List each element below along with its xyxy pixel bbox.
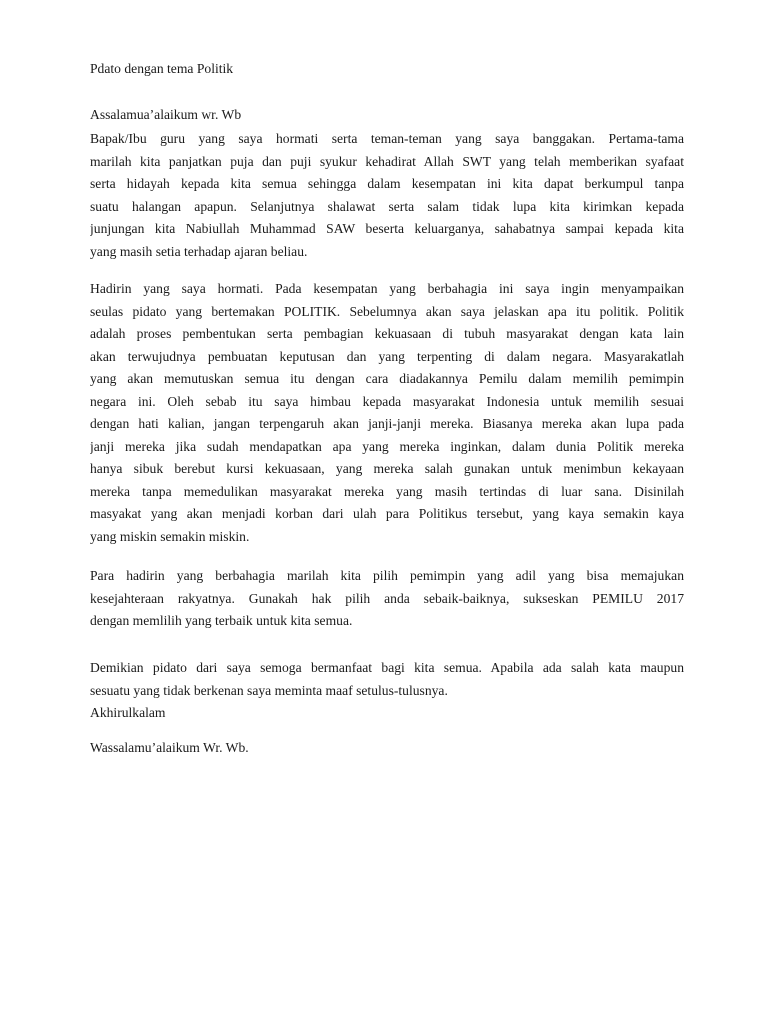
text-line: yang miskin semakin miskin. xyxy=(90,528,250,544)
document-title xyxy=(90,58,684,81)
text-line: sesuatu yang tidak berkenan saya meminta maaf setulus-tulusnya. xyxy=(90,682,448,698)
text-line: Bapak/Ibu guru yang saya hormati serta teman-teman yang saya banggakan. Pertama-tama xyxy=(90,131,684,146)
text-line: yang akan memutuskan semua itu dengan cara diadakannya Pemilu dalam memilih pemimpin xyxy=(90,371,684,386)
greeting xyxy=(90,104,684,127)
paragraph-closing xyxy=(90,657,684,725)
text-line: hanya sibuk berebut kursi kekuasaan, yang mereka salah gunakan untuk menimbun kekayaan xyxy=(90,461,684,476)
text-line: akan terwujudnya pembuatan keputusan dan yang terpenting di dalam negara. Masyarakatlah xyxy=(90,348,684,364)
text-line: kesejahteraan rakyatnya. Gunakah hak pilih anda sebaik-baiknya, sukseskan PEMILU 2017 xyxy=(90,590,684,606)
text-line: junjungan kita Nabiullah Muhammad SAW beserta keluarganya, sahabatnya sampai kepada kita xyxy=(90,221,684,236)
text-line: mereka tanpa memedulikan masyarakat mereka yang masih tertindas di luar sana. Disinilah xyxy=(90,483,684,499)
text-line: yang masih setia terhadap ajaran beliau. xyxy=(90,243,308,259)
text-line: negara ini. Oleh sebab itu saya himbau kepada masyarakat Indonesia untuk memilih sesuai xyxy=(90,393,684,409)
text-line: masyakat yang akan menjadi korban dari ulah para Politikus tersebut, yang kaya semakin kaya xyxy=(90,506,684,521)
paragraph-opening xyxy=(90,128,684,263)
text-line: Demikian pidato dari saya semoga bermanfaat bagi kita semua. Apabila ada salah kata maupun xyxy=(90,660,684,675)
text-line: suatu halangan apapun. Selanjutnya shalawat serta salam tidak lupa kita kirimkan kepada xyxy=(90,198,684,214)
text-line: Hadirin yang saya hormati. Pada kesempatan yang berbahagia ini saya ingin menyampaikan xyxy=(90,281,684,296)
farewell-text: Wassalamu’alaikum Wr. Wb. xyxy=(90,740,249,755)
text-line: janji mereka jika sudah mendapatkan apa yang mereka inginkan, dalam dunia Politik mereka xyxy=(90,438,684,454)
text-line: Para hadirin yang berbahagia marilah kita pilih pemimpin yang adil yang bisa memajukan xyxy=(90,568,684,583)
akhirulkalam: Akhirulkalam xyxy=(90,705,166,720)
text-line: adalah proses pembentukan serta pembagian kekuasaan di tubuh masyarakat dengan kata lain xyxy=(90,326,684,341)
text-line: dengan hati kalian, jangan terpengaruh akan janji-janji mereka. Biasanya mereka akan lupa pada xyxy=(90,416,684,431)
text-line: dengan memlilih yang terbaik untuk kita semua. xyxy=(90,613,353,628)
text-line: seulas pidato yang bertemakan POLITIK. Sebelumnya akan saya jelaskan apa itu politik. Politik xyxy=(90,303,684,319)
paragraph-election xyxy=(90,565,684,633)
text-line: marilah kita panjatkan puja dan puji syukur kehadirat Allah SWT yang telah memberikan syafaat xyxy=(90,153,684,169)
title-text: Pdato dengan tema Politik xyxy=(90,61,234,76)
farewell xyxy=(90,737,684,760)
text-line: serta hidayah kepada kita semua sehingga dalam kesempatan ini kita dapat berkumpul tanpa xyxy=(90,176,684,191)
paragraph-politics xyxy=(90,278,684,548)
greeting-text: Assalamua’alaikum wr. Wb xyxy=(90,107,242,122)
